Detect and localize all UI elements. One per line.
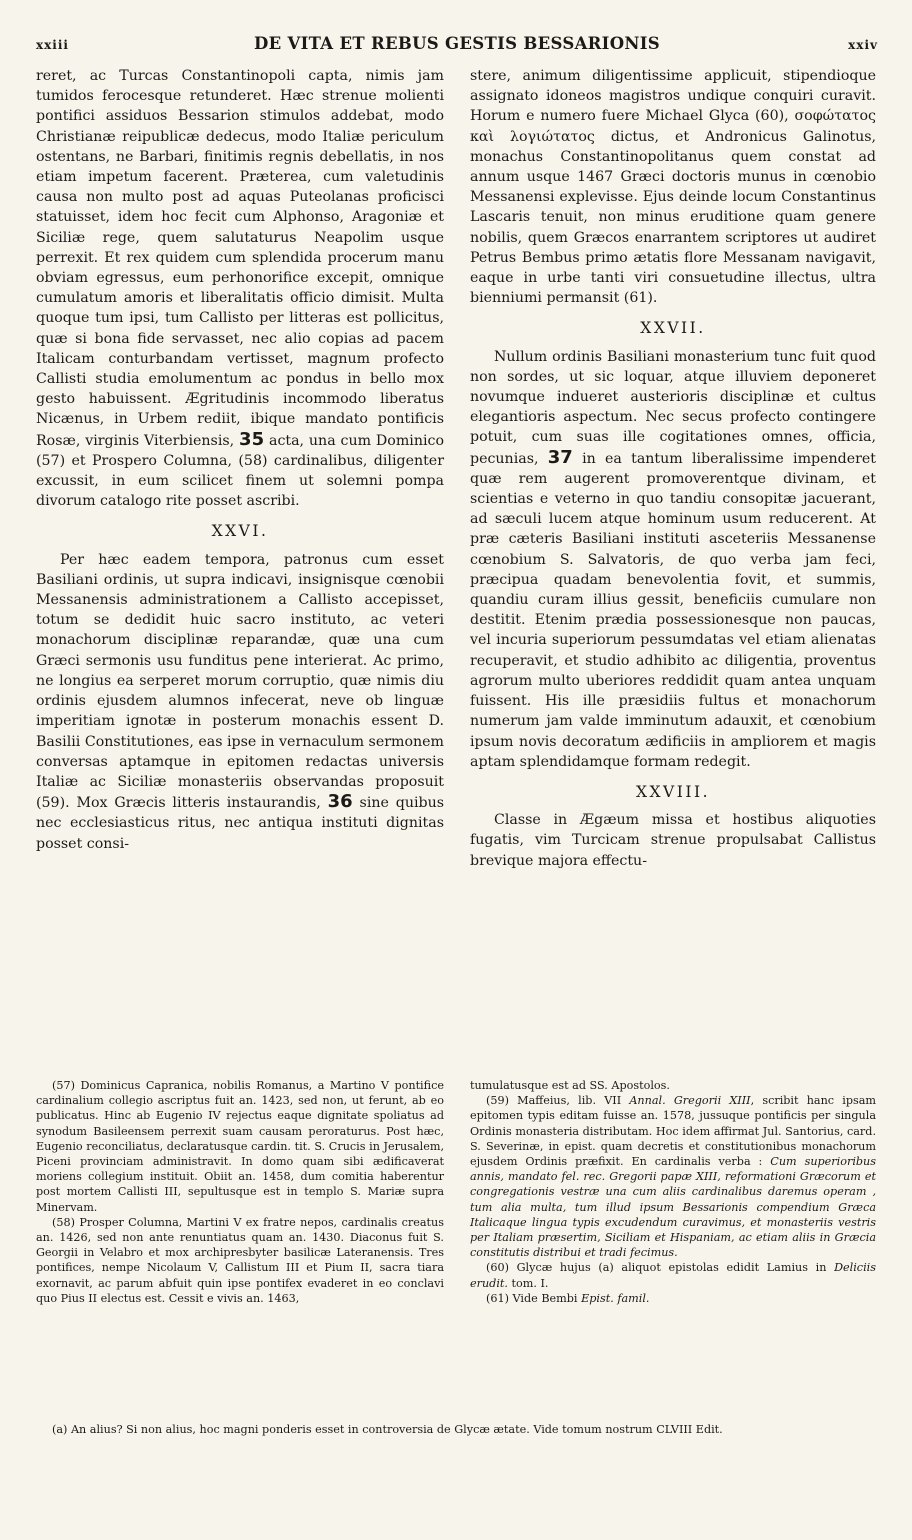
- paragraph-text: reret, ac Turcas Constantinopoli capta, nimis jam tumidos ferocesque retunderet. Hæc strenue molienti pontifici assiduos Bessarion stimulos addebat, modo Christianæ reipublicæ dedecus, modo Italiæ periculum ostentans, ne Barbari, finitimis regnis debellatis, in nos etiam impetum facerent. Præterea, cum valetudinis causa non multo post ad aquas Puteolanas proficisci statuisset, idem hoc fecit cum Alphonso, Aragoniæ et Siciliæ rege, quem salutaturus Neapolim usque perrexit. Et rex quidem cum splendida procerum manu obviam egressus, eum perhonorifice excepit, omnique cumulatum amoris et liberalitatis officio dimisit. Multa quoque tum ipsi, tum Callisto per litteras est pollicitus, quæ si bona fide servasset, nec alio copias ad pacem Italicam conturbandam vertisset, magnum profecto Callisti studia emolumentum ac pondus in bello mox gesto habuissent. Ægritudinis incommodo liberatus Nicænus, in Urbem rediit, ibique mandato pontificis Rosæ, virginis Viterbiensis,: [36, 68, 444, 449]
- paragraph-text: acta, una cum Dominico (57) et Prospero Columna, (58) cardinalibus, diligenter excussit, in eum scilicet finem ut solemni pompa divorum catalogo rite posset ascribi.: [36, 432, 444, 510]
- paragraph-text: sine quibus nec ecclesiasticus ritus, nec antiqua instituti dignitas posset consi-: [36, 795, 444, 852]
- paragraph-text: Nullum ordinis Basiliani monasterium tunc fuit quod non sordes, ut sic loquar, atque illuviem deponeret novumque indueret austerioris disciplinæ et cultus elegantioris aspectum. Nec secus profecto contingere potuit, cum suas ille cogitationes omnes, officia, pecunias,: [470, 348, 876, 467]
- footnote: (58) Prosper Columna, Martini V ex fratre nepos, cardinalis creatus an. 1426, sed non ante renuntiatus quam an. 1430. Diaconus fuit S. Georgii in Velabro et mox archipresbyter basilicæ Lateranensis. Tres pontifices, nempe Nicolaum V, Callistum III et Pium II, sacra tiara exornavit, ac parum abfuit quin ipse pontifex evaderet in eo conclavi quo Pius II electus est. Cessit e vivis an. 1463,: [36, 1215, 444, 1305]
- paragraph: [36, 66, 444, 511]
- paragraph: Classe in Ægæum missa et hostibus aliquoties fugatis, vim Turcicam strenue propulsabat Callistus brevique majora effectu-: [470, 812, 876, 869]
- running-header: [36, 34, 878, 60]
- paragraph: stere, animum diligentissime applicuit, stipendioque assignato idoneos magistros undique conquiri curavit. Horum e numero fuere Michael Glyca (60), σοφώτατος καὶ λογιώτατος dictus, et Andronicus Galinotus, monachus Constantinopolitanus quem constat ad annum usque 1467 Græci doctoris munus in cœnobio Messanensi explevisse. Ejus deinde locum Constantinus Lascaris tenuit, non minus eruditione quam genere nobilis, quem Græcos enarrantem scriptores ut audiret Petrus Bembus primo ætatis flore Messanam navigavit, eaque in urbe tanti viri consuetudine illectus, ultra bienniumi permansit (61).: [470, 68, 876, 307]
- footnote-quote: Cum superioribus annis, mandato fel. rec. Gregorii papæ XIII, reformationi Græcorum et congregationis vestræ una cum aliis cardinalibus daremus operam , tum alia multa, tum illud ipsum Bessarionis compendium Græca Italicaque lingua typis excudendum curavimus, et monasteriis vestris per Italiam præsertim, Siciliam et Hispaniam, ac etiam aliis in Græcia constitutis distribui et tradi fecimus.: [470, 1155, 877, 1260]
- editor-note: [36, 1422, 878, 1437]
- page-number-right: xxiv: [848, 38, 878, 52]
- footnote: [470, 1291, 876, 1306]
- section-heading: XXVI.: [211, 522, 269, 541]
- footnote-text: (59) Maffeius, lib. VII: [486, 1094, 622, 1108]
- footnote: (57) Dominicus Capranica, nobilis Romanus, a Martino V pontifice cardinalium collegio ascriptus fuit an. 1423, sed non, ut ferunt, ab eo publicatus. Hinc ab Eugenio IV rejectus eaque dignitate spoliatus ad synodum Basileensem perrexit suam causam peroraturus. Post hæc, Eugenio reconciliatus, declaratusque cardin. tit. S. Crucis in Jerusalem, Piceni provinciam administravit. In domo quam sibi ædificaverat moriens collegium instituit. Obiit an. 1458, dum comitia haberentur post mortem Callisti III, sepultusque est in templo S. Mariæ supra Minervam.: [36, 1079, 444, 1214]
- right-column: [470, 66, 876, 871]
- section-heading: XXVII.: [640, 319, 706, 338]
- footnotes-left: [36, 1078, 444, 1306]
- footnote: (a) An alius? Si non alius, hoc magni ponderis esset in controversia de Glycæ ætate. Vide tomum nostrum CLVIII Edit.: [52, 1423, 723, 1436]
- footnotes-right: [470, 1078, 876, 1306]
- footnote: [470, 1260, 876, 1290]
- footnote-continuation: tumulatusque est ad SS. Apostolos.: [470, 1079, 670, 1092]
- footnote-text: tom. I.: [511, 1276, 549, 1290]
- paragraph-text: Per hæc eadem tempora, patronus cum esset Basiliani ordinis, ut supra indicavi, insignisque cœnobii Messanensis administrationem a Callisto accepisset, totum se dedidit huic sacro instituto, ac veteri monachorum disciplinæ reparandæ, quæ una cum Græci sermonis usu funditus pene interierat. Ac primo, ne longius ea serperet morum corruptio, quæ nimis diu ordinis ejusdem alumnos infecerat, neve ob linguæ imperitiam ignotæ in posterum monachis essent D. Basilii Constitutiones, eas ipse in vernaculum sermonem conversas aptamque in epitomen redactas universis Italiæ ac Siciliæ monasteriis observandas proposuit (59). Mox Græcis litteris instaurandis,: [36, 551, 444, 812]
- paragraph: [470, 347, 876, 772]
- footnote-text: (61) Vide Bembi: [486, 1291, 578, 1305]
- running-title: DE VITA ET REBUS GESTIS BESSARIONIS: [253, 34, 660, 53]
- section-heading: XXVIII.: [635, 782, 711, 801]
- footnote-text: (60) Glycæ hujus (a) aliquot epistolas edidit Lamius in: [486, 1261, 827, 1275]
- footnote-title: Epist. famil.: [581, 1291, 650, 1305]
- page-number-left: xxiii: [36, 38, 69, 52]
- marginal-number: 37: [547, 446, 573, 468]
- left-column: [36, 66, 444, 854]
- footnote-title: Deliciis erudit.: [470, 1261, 876, 1290]
- footnote-title: Annal. Gregorii XIII: [629, 1094, 751, 1108]
- marginal-number: 35: [239, 428, 265, 450]
- paragraph: [36, 550, 444, 854]
- footnote-text: , scribit hanc ipsam epitomen typis editam fuisse an. 1578, jussuque pontificis per singula Ordinis monasteria distributam. Hoc idem affirmat Jul. Santorius, card. S. Severinæ, in epist. quam decretis et constitutionibus monachorum ejusdem Ordinis præfixit. En cardinalis verba :: [470, 1094, 877, 1169]
- paragraph-text: in ea tantum liberalissime impenderet quæ rem augerent promoverentque divinam, et scientias e veterno in quo tandiu consopitæ jacuerant, ad sæculi lucem atque hominum usum reducerent. At præ cæteris Basiliani instituti asceteriis Messanense cœnobium S. Salvatoris, de quo verba jam feci, præcipua quadam benevolentia fovit, et summis, quandiu curam illius gessit, beneficiis cumulare non destitit. Etenim prædia possessionesque non paucas, vel incuria superiorum pessumdatas vel etiam alienatas recuperavit, et studio adhibito ac diligentia, proventus agrorum multo uberiores reddidit quam antea unquam fuissent. His ille præsidiis fultus et monachorum numerum jam valde imminutum adauxit, et cœnobium ipsum novis decoratum ædificiis in ampliorem et magis aptam splendidamque formam redegit.: [470, 450, 877, 770]
- marginal-number: 36: [327, 791, 353, 813]
- footnote: [470, 1093, 876, 1260]
